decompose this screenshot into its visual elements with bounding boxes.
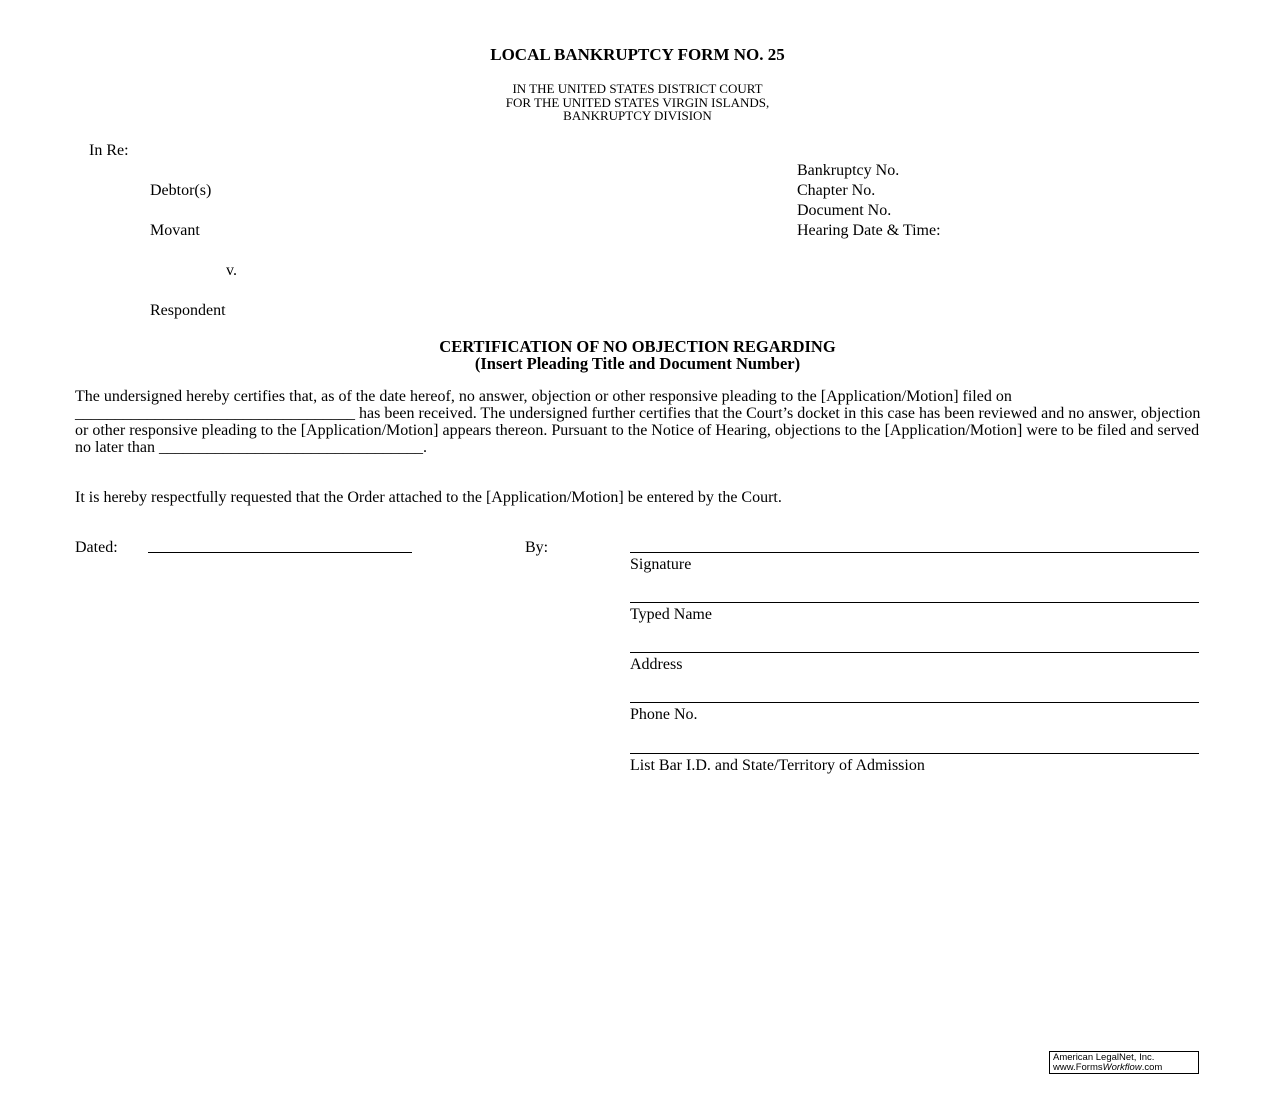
typed-name-line[interactable] [630,602,1199,603]
document-no-label: Document No. [797,202,892,219]
signature-label: Signature [630,556,692,573]
publisher-badge [1049,1051,1199,1074]
court-name-line2: FOR THE UNITED STATES VIRGIN ISLANDS, [505,95,770,110]
bar-id-label: List Bar I.D. and State/Territory of Admission [630,757,925,774]
hearing-date-label: Hearing Date & Time: [797,222,941,239]
debtors-label: Debtor(s) [150,182,212,199]
publisher-name: American LegalNet, Inc. [1053,1052,1155,1063]
certification-subheading: (Insert Pleading Title and Document Number) [474,354,801,373]
movant-label: Movant [150,222,200,239]
deadline-date-blank[interactable]: _________________________________ [158,439,423,456]
chapter-no-label: Chapter No. [797,182,876,199]
certification-paragraph: The undersigned hereby certifies that, as of the date hereof, no answer, objection or other responsive pleading to the [Application/Motion] filed on ___________________________________ has been received. The undersigned further certifies that the Court’s docket in this case has been reviewed and no answer, objection or other responsive pleading to the [Application/Motion] appears thereon. Pursuant to the Notice of Hearing, objections to the [Application/Motion] were to be filed and served no later than _________________________________. [75,388,1201,456]
certification-heading: CERTIFICATION OF NO OBJECTION REGARDING [439,337,836,356]
bar-id-line[interactable] [630,753,1199,754]
dated-label: Dated: [75,539,118,556]
request-paragraph: It is hereby respectfully requested that the Order attached to the [Application/Motion] be entered by the Court. [75,489,782,506]
address-line[interactable] [630,652,1199,653]
bankruptcy-no-label: Bankruptcy No. [797,162,900,179]
court-name-line1: IN THE UNITED STATES DISTRICT COURT [512,81,763,96]
in-re-label: In Re: [89,142,129,159]
phone-line[interactable] [630,702,1199,703]
respondent-label: Respondent [150,302,226,319]
phone-label: Phone No. [630,706,698,723]
typed-name-label: Typed Name [630,606,712,623]
dated-field-line[interactable] [148,552,412,553]
filed-on-date-blank[interactable]: ___________________________________ [75,405,355,422]
by-label: By: [525,539,549,556]
versus-label: v. [226,262,237,279]
form-title: LOCAL BANKRUPTCY FORM NO. 25 [490,45,785,64]
address-label: Address [630,656,683,673]
publisher-url: www.FormsWorkflow.com [1053,1062,1163,1073]
court-division: BANKRUPTCY DIVISION [563,108,712,123]
signature-line[interactable] [630,552,1199,553]
